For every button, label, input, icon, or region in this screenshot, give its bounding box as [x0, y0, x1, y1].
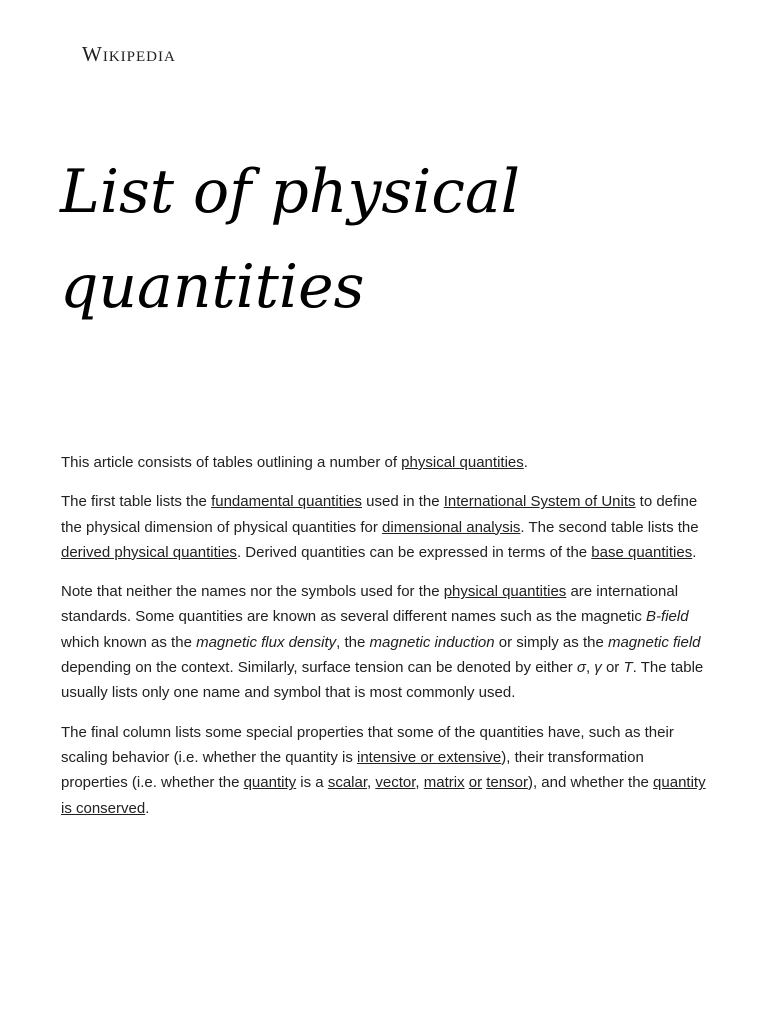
- link-dimensional-analysis[interactable]: dimensional analysis: [382, 518, 521, 536]
- symbol-sigma: σ: [576, 659, 586, 677]
- text: .: [145, 799, 150, 817]
- text: The first table lists the: [61, 493, 212, 511]
- text: ,: [585, 659, 595, 677]
- text: are international standards. Some quantities are known as several different names such as the magnetic: [61, 583, 679, 626]
- article-body: [61, 450, 711, 835]
- symbol-gamma: γ: [594, 659, 602, 677]
- text: . The table usually lists only one name and symbol that is most commonly used.: [61, 659, 704, 702]
- italic-term: magnetic flux density: [196, 633, 337, 651]
- text: to define the physical dimension of physical quantities for: [61, 493, 698, 536]
- italic-term: B-field: [646, 608, 689, 626]
- page-title: List of physical quantities: [60, 157, 520, 322]
- text: .: [523, 454, 528, 471]
- text: used in the: [362, 493, 444, 511]
- text: . Derived quantities can be expressed in terms of the: [236, 543, 592, 561]
- text: Note that neither the names nor the symbols used for the: [61, 583, 444, 601]
- text: ), and whether the: [527, 774, 654, 792]
- italic-term: magnetic field: [607, 633, 701, 651]
- link-tensor[interactable]: tensor: [486, 774, 528, 792]
- link-physical-quantities[interactable]: physical quantities: [401, 454, 524, 471]
- link-vector[interactable]: vector: [375, 774, 416, 792]
- text: is a: [296, 774, 328, 792]
- text: , the: [336, 633, 370, 651]
- link-derived-physical-quantities[interactable]: derived physical quantities: [61, 543, 237, 561]
- link-quantity-is-conserved[interactable]: quantity is conserved: [61, 774, 706, 817]
- text: which known as the: [61, 633, 197, 651]
- link-scalar[interactable]: scalar: [327, 774, 368, 792]
- fundamental-quantities-paragraph: [61, 489, 711, 565]
- text: This article consists of tables outlining a number of: [61, 454, 402, 471]
- final-column-paragraph: [61, 720, 711, 821]
- link-base-quantities[interactable]: base quantities: [591, 543, 693, 561]
- link-quantity[interactable]: quantity: [243, 774, 297, 792]
- text: ,: [367, 774, 376, 792]
- link-fundamental-quantities[interactable]: fundamental quantities: [211, 493, 362, 511]
- text: or simply as the: [494, 633, 608, 651]
- text: The final column lists some special properties that some of the quantities have, such as their scaling behavior (i.e. whether the quantity is: [61, 723, 674, 766]
- intro-paragraph: [61, 450, 711, 475]
- text: .: [692, 543, 697, 561]
- text: . The second table lists the: [520, 518, 699, 536]
- text: ), their transformation properties (i.e. whether the: [61, 748, 644, 792]
- wikipedia-logo[interactable]: Wikipedia: [82, 42, 176, 66]
- link-intensive-or-extensive[interactable]: intensive or extensive: [357, 748, 502, 766]
- link-international-system-of-units[interactable]: International System of Units: [443, 493, 636, 511]
- naming-note-paragraph: [61, 579, 711, 705]
- link-or[interactable]: or: [468, 774, 483, 792]
- text: depending on the context. Similarly, surface tension can be denoted by either: [61, 659, 577, 677]
- link-physical-quantities-2[interactable]: physical quantities: [443, 583, 567, 601]
- text: ,: [415, 774, 424, 792]
- italic-term: magnetic induction: [369, 633, 495, 651]
- link-matrix[interactable]: matrix: [423, 774, 465, 792]
- text: or: [601, 659, 624, 677]
- symbol-t: T: [623, 659, 633, 677]
